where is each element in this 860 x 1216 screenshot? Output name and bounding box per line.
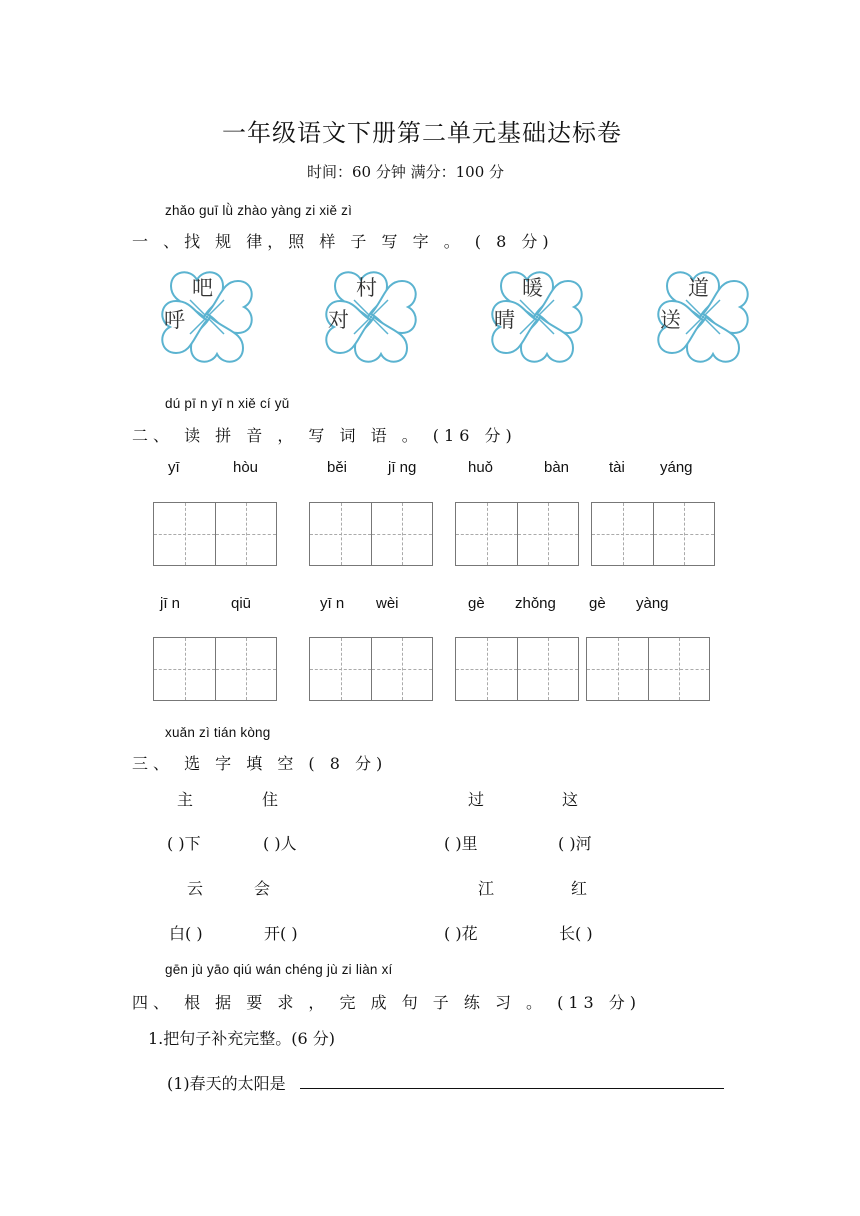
writing-grid[interactable] xyxy=(455,502,579,566)
writing-grid[interactable] xyxy=(153,637,277,701)
fill-blank[interactable]: ( )下 xyxy=(167,834,201,853)
pinyin-label: wèi xyxy=(376,595,399,612)
fill-blank[interactable]: 白( ) xyxy=(169,924,203,943)
pinyin-label: gè xyxy=(468,595,485,612)
section4-pinyin: gēn jù yāo qiú wán chéng jù zi liàn xí xyxy=(165,962,393,977)
writing-grid[interactable] xyxy=(309,502,433,566)
choice-char: 住 xyxy=(262,790,279,809)
fill-blank[interactable]: 开( ) xyxy=(264,924,298,943)
fill-blank[interactable]: ( )里 xyxy=(444,834,478,853)
clover-top-char: 村 xyxy=(356,276,377,300)
section2-pinyin: dú pī n yī n xiě cí yǔ xyxy=(165,396,290,411)
clover-top-char: 道 xyxy=(688,276,709,300)
pinyin-label: bàn xyxy=(544,459,570,476)
section1-pinyin: zhǎo guī lǜ zhào yàng zi xiě zì xyxy=(165,203,353,218)
fill-blank[interactable]: ( )河 xyxy=(558,834,592,853)
writing-grid[interactable] xyxy=(153,502,277,566)
pinyin-label: jī n xyxy=(160,595,181,612)
clover-left-char: 呼 xyxy=(164,308,185,332)
writing-grid[interactable] xyxy=(586,637,710,701)
section3-pinyin: xuǎn zì tián kòng xyxy=(165,725,271,740)
question-1: 1.把句子补充完整。(6 分) xyxy=(148,1029,336,1048)
pinyin-label: zhǒng xyxy=(515,595,556,612)
exam-info: 时间：60 分钟 满分：100 分 xyxy=(307,163,505,181)
writing-grid[interactable] xyxy=(309,637,433,701)
choice-char: 主 xyxy=(177,790,194,809)
fill-blank[interactable]: 长( ) xyxy=(559,924,593,943)
pinyin-label: yī n xyxy=(320,595,345,612)
clover-left-char: 对 xyxy=(328,308,349,332)
pinyin-label: yàng xyxy=(636,595,669,612)
answer-line[interactable] xyxy=(300,1088,724,1089)
section4-heading: 四、 根 据 要 求 ， 完 成 句 子 练 习 。 (13 分) xyxy=(132,993,642,1012)
clover-left-char: 送 xyxy=(660,308,681,332)
pinyin-label: qiū xyxy=(231,595,252,612)
choice-char: 这 xyxy=(562,790,579,809)
clover-figure xyxy=(152,262,262,372)
section1-heading: 一 、找 规 律，照 样 子 写 字 。 ( 8 分) xyxy=(132,232,554,251)
fill-blank[interactable]: ( )花 xyxy=(444,924,478,943)
page-title: 一年级语文下册第二单元基础达标卷 xyxy=(222,119,622,147)
choice-char: 过 xyxy=(468,790,485,809)
pinyin-label: tài xyxy=(609,459,625,476)
pinyin-label: huǒ xyxy=(468,459,494,476)
clover-top-char: 吧 xyxy=(192,276,213,300)
pinyin-label: yáng xyxy=(660,459,693,476)
clover-left-char: 晴 xyxy=(494,308,515,332)
pinyin-label: běi xyxy=(327,459,348,476)
writing-grid[interactable] xyxy=(455,637,579,701)
choice-char: 会 xyxy=(254,879,271,898)
writing-grid[interactable] xyxy=(591,502,715,566)
choice-char: 江 xyxy=(478,879,495,898)
clover-figure xyxy=(316,262,426,372)
choice-char: 云 xyxy=(187,879,204,898)
clover-figure xyxy=(648,262,758,372)
fill-blank[interactable]: ( )人 xyxy=(263,834,297,853)
choice-char: 红 xyxy=(571,879,588,898)
section2-heading: 二、 读 拼 音 ， 写 词 语 。 (16 分) xyxy=(132,426,517,445)
pinyin-label: jī ng xyxy=(388,459,417,476)
pinyin-label: yī xyxy=(168,459,180,476)
pinyin-label: hòu xyxy=(233,459,259,476)
clover-figure xyxy=(482,262,592,372)
section3-heading: 三、 选 字 填 空 ( 8 分) xyxy=(132,754,388,773)
clover-top-char: 暖 xyxy=(522,276,543,300)
pinyin-label: gè xyxy=(589,595,606,612)
question-1-1: (1)春天的太阳是 xyxy=(167,1074,286,1093)
